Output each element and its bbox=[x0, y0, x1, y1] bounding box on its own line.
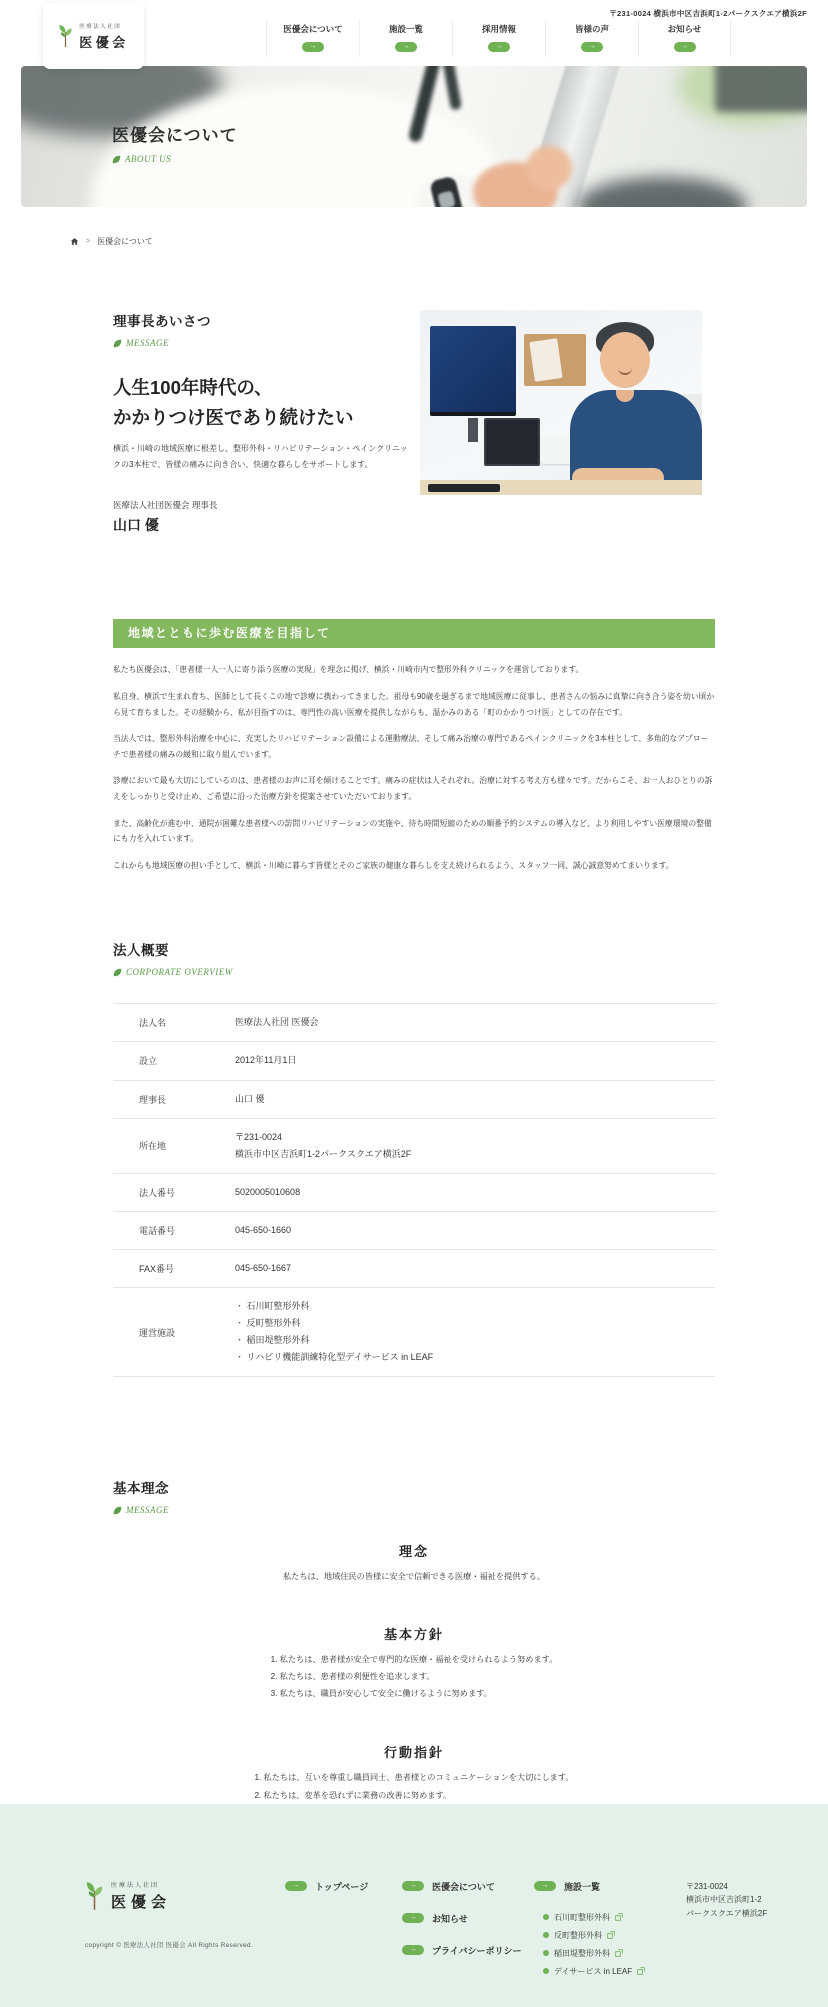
philosophy-block-title: 理念 bbox=[398, 1544, 429, 1560]
external-link-icon bbox=[637, 1967, 645, 1975]
external-link-icon bbox=[615, 1913, 623, 1921]
message-text-column bbox=[113, 310, 419, 535]
row-value bbox=[235, 1118, 715, 1173]
about-paragraph: 私自身、横浜で生まれ育ち、医師として長くこの地で診療に携わってきました。祖母も90歳を過ぎるまで地域医療に従事し、患者さんの悩みに真摯に向き合う姿を幼い頃から見て育ちました。その経験から、私が目指すのは、専門性の高い医療を提供しながらも、温かみのある「町のかかりつけ医」としての存在です。 bbox=[113, 691, 715, 717]
footer-logo[interactable] bbox=[85, 1880, 285, 1912]
nav-label: 採用情報 bbox=[481, 24, 516, 34]
arrow-icon: → bbox=[395, 42, 417, 52]
footer-links-column-2 bbox=[402, 1880, 534, 2007]
nav-label: お知らせ bbox=[667, 24, 702, 34]
section-tag: MESSAGE bbox=[126, 338, 169, 348]
footer-link-facilities[interactable] bbox=[534, 1880, 686, 1893]
philosophy-item: 1. 私たちは、患者様が安全で専門的な医療・福祉を受けられるよう努めます。 bbox=[270, 1654, 558, 1664]
nav-item-facilities[interactable] bbox=[359, 21, 452, 57]
table-row bbox=[113, 1173, 715, 1211]
footer-link-about[interactable] bbox=[402, 1880, 534, 1893]
footer-address bbox=[686, 1880, 767, 2007]
table-row bbox=[113, 1080, 715, 1118]
nav-item-news[interactable] bbox=[638, 21, 731, 57]
facility-label: 石川町整形外科 bbox=[554, 1912, 610, 1922]
footer-link-label: 医優会について bbox=[432, 1881, 495, 1892]
logo-org-type: 医療法人社団 bbox=[79, 23, 122, 30]
table-row bbox=[113, 1211, 715, 1249]
footer-address-line: 〒231-0024 bbox=[686, 1881, 728, 1891]
chairman-name: 山口 優 bbox=[113, 517, 159, 534]
row-value: 5020005010608 bbox=[235, 1186, 301, 1197]
row-label: 運営施設 bbox=[139, 1327, 176, 1338]
facility-item: ・ 反町整形外科 bbox=[235, 1315, 715, 1332]
footer-address-line: 横浜市中区吉浜町1-2 bbox=[686, 1895, 762, 1905]
row-value: 医療法人社団 医優会 bbox=[235, 1017, 319, 1028]
arrow-icon: → bbox=[402, 1913, 424, 1923]
about-paragraph: これからも地域医療の担い手として、横浜・川崎に暮らす皆様とそのご家族の健康な暮らしを支え続けられるよう、スタッフ一同、誠心誠意努めてまいります。 bbox=[113, 860, 674, 870]
facility-list bbox=[235, 1298, 715, 1366]
row-label: FAX番号 bbox=[139, 1264, 175, 1275]
philosophy-block-title: 行動指針 bbox=[383, 1745, 444, 1761]
logo-org-type: 医療法人社団 bbox=[111, 1882, 160, 1889]
row-value: 2012年11月1日 bbox=[235, 1055, 297, 1066]
site-header bbox=[0, 0, 828, 62]
philosophy-item: 2. 私たちは、変革を恐れずに業務の改善に努めます。 bbox=[254, 1790, 452, 1800]
footer-facilities-column bbox=[534, 1880, 686, 2007]
philosophy-block-rinen bbox=[113, 1541, 715, 1585]
table-row bbox=[113, 1042, 715, 1080]
address-line: 〒231-0024 bbox=[235, 1131, 283, 1142]
philosophy-block-policy bbox=[113, 1624, 715, 1703]
row-label: 電話番号 bbox=[139, 1225, 176, 1236]
about-paragraph: また、高齢化が進む中、通院が困難な患者様への訪問リハビリテーションの実施や、待ち時間短縮のための順番予約システムの導入など、より利用しやすい医療環境の整備にも力を入れています。 bbox=[113, 818, 712, 844]
about-paragraph: 診療において最も大切にしているのは、患者様のお声に耳を傾けることです。痛みの症状は人それぞれ。治療に対する考え方も様々です。だからこそ、お一人おひとりの訴えをしっかりと受け止め、ご希望に沿った治療方針を提案させていただいております。 bbox=[113, 776, 713, 801]
facility-label: 反町整形外科 bbox=[554, 1930, 602, 1940]
philosophy-items bbox=[271, 1651, 558, 1703]
table-row bbox=[113, 1249, 715, 1287]
arrow-icon: → bbox=[534, 1881, 556, 1891]
footer-link-label: プライバシーポリシー bbox=[432, 1945, 522, 1956]
site-logo[interactable] bbox=[43, 3, 144, 69]
leaf-icon bbox=[113, 968, 122, 977]
address-line: 横浜市中区吉浜町1-2パークスクエア横浜2F bbox=[235, 1148, 412, 1159]
row-value: 045-650-1660 bbox=[235, 1224, 292, 1235]
arrow-icon: → bbox=[488, 42, 510, 52]
main-nav bbox=[266, 21, 731, 57]
hero-banner bbox=[21, 66, 807, 207]
about-paragraph: 私たち医優会は、「患者様一人一人に寄り添う医療の実現」を理念に掲げ、横浜・川崎市内で整形外科クリニックを運営しております。 bbox=[113, 665, 584, 675]
table-row bbox=[113, 1118, 715, 1173]
sprout-leaf-icon bbox=[58, 24, 73, 48]
philosophy-item: 3. 私たちは、職員が安心して安全に働けるように努めます。 bbox=[270, 1689, 492, 1699]
arrow-icon: → bbox=[285, 1881, 307, 1891]
sprout-leaf-icon bbox=[85, 1881, 104, 1911]
philosophy-block-guidelines bbox=[113, 1742, 715, 1803]
bullet-dot-icon bbox=[543, 1932, 549, 1938]
message-title bbox=[113, 373, 419, 432]
message-title-line2: かかりつけ医であり続けたい bbox=[113, 406, 354, 428]
philosophy-item: 1. 私たちは、互いを尊重し職員同士、患者様とのコミュニケーションを大切にします。 bbox=[254, 1773, 574, 1783]
leaf-icon bbox=[113, 339, 122, 348]
row-label: 所在地 bbox=[139, 1141, 167, 1152]
footer-facility-ishikawacho[interactable] bbox=[543, 1912, 686, 1923]
footer-link-top[interactable] bbox=[285, 1880, 402, 1893]
arrow-icon: → bbox=[302, 42, 324, 52]
chairman-role: 医療法人社団医優会 理事長 bbox=[113, 500, 218, 511]
nav-label: 施設一覧 bbox=[388, 24, 423, 34]
external-link-icon bbox=[615, 1949, 623, 1957]
nav-item-voices[interactable] bbox=[545, 21, 638, 57]
row-value: 山口 優 bbox=[235, 1093, 265, 1104]
section-heading: 基本理念 bbox=[113, 1481, 169, 1497]
row-label: 理事長 bbox=[139, 1094, 167, 1105]
leaf-icon bbox=[113, 1506, 122, 1515]
philosophy-item: 私たちは、地域住民の皆様に安全で信頼できる医療・福祉を提供する。 bbox=[282, 1572, 545, 1582]
overview-table bbox=[113, 1003, 715, 1377]
arrow-icon: → bbox=[402, 1945, 424, 1955]
nav-label: 皆様の声 bbox=[574, 24, 609, 34]
about-paragraphs bbox=[113, 662, 715, 873]
facility-item: ・ 石川町整形外科 bbox=[235, 1298, 715, 1315]
nav-item-recruit[interactable] bbox=[452, 21, 545, 57]
about-paragraph: 当法人では、整形外科治療を中心に、充実したリハビリテーション設備による運動療法、そして痛み治療の専門であるペインクリニックを3本柱として、多角的なアプローチで患者様の痛みの緩和に取り組んでいます。 bbox=[113, 734, 709, 759]
philosophy-block-title: 基本方針 bbox=[383, 1626, 444, 1642]
page-title: 医優会について bbox=[112, 126, 238, 145]
site-footer bbox=[0, 1804, 828, 2007]
section-heading: 理事長あいさつ bbox=[113, 314, 211, 329]
breadcrumb-current: 医優会について bbox=[97, 237, 153, 246]
home-icon[interactable] bbox=[70, 237, 79, 246]
table-row bbox=[113, 1288, 715, 1377]
section-tag: MESSAGE bbox=[126, 1505, 169, 1516]
row-label: 法人番号 bbox=[139, 1187, 176, 1198]
logo-name: 医優会 bbox=[79, 34, 129, 50]
row-value bbox=[235, 1288, 715, 1377]
facility-item: ・ リハビリ機能訓練特化型デイサービス in LEAF bbox=[235, 1349, 715, 1366]
row-label: 法人名 bbox=[139, 1018, 167, 1029]
philosophy-items bbox=[283, 1568, 545, 1585]
facility-item: ・ 稲田堤整形外科 bbox=[235, 1332, 715, 1349]
footer-link-news[interactable] bbox=[402, 1912, 534, 1925]
leaf-icon bbox=[112, 155, 121, 164]
about-section bbox=[113, 535, 715, 884]
footer-link-label: 施設一覧 bbox=[564, 1881, 601, 1892]
footer-address-line: パークスクエア横浜2F bbox=[686, 1908, 768, 1918]
philosophy-section bbox=[113, 1477, 715, 1803]
hero-tag: ABOUT US bbox=[125, 154, 172, 164]
footer-link-label: お知らせ bbox=[432, 1913, 468, 1924]
arrow-icon: → bbox=[674, 42, 696, 52]
message-title-line1: 人生100年時代の、 bbox=[113, 377, 273, 398]
about-banner-heading: 地域とともに歩む医療を目指して bbox=[113, 619, 715, 648]
corporate-overview-section bbox=[113, 939, 715, 1377]
philosophy-item: 2. 私たちは、患者様の利便性を追求します。 bbox=[270, 1671, 435, 1681]
row-label: 設立 bbox=[139, 1056, 158, 1067]
arrow-icon: → bbox=[402, 1881, 424, 1891]
footer-logo-column bbox=[85, 1880, 285, 2007]
bullet-dot-icon bbox=[543, 1968, 549, 1974]
breadcrumb-separator: > bbox=[86, 238, 91, 245]
row-value: 045-650-1667 bbox=[235, 1262, 292, 1273]
logo-name: 医優会 bbox=[111, 1893, 172, 1911]
nav-label: 医優会について bbox=[283, 24, 343, 34]
table-row bbox=[113, 1004, 715, 1042]
footer-facility-tammachi[interactable] bbox=[543, 1930, 686, 1941]
arrow-icon: → bbox=[581, 42, 603, 52]
footer-logo-text bbox=[111, 1880, 171, 1912]
bullet-dot-icon bbox=[543, 1950, 549, 1956]
footer-facility-dayservice-leaf[interactable] bbox=[543, 1966, 686, 1977]
external-link-icon bbox=[607, 1931, 615, 1939]
section-tag: CORPORATE OVERVIEW bbox=[126, 967, 233, 978]
section-heading: 法人概要 bbox=[113, 943, 169, 959]
footer-links-column-1 bbox=[285, 1880, 402, 2007]
copyright: copyright © 医療法人社団 医優会 All Rights Reserved. bbox=[85, 1941, 254, 1949]
header-address: 〒231-0024 横浜市中区吉浜町1-2パークスクエア横浜2F bbox=[609, 9, 807, 18]
footer-link-label: トップページ bbox=[315, 1881, 369, 1892]
philosophy-items bbox=[254, 1769, 573, 1803]
facility-label: デイサービス in LEAF bbox=[554, 1966, 633, 1976]
footer-facility-inadazutsumi[interactable] bbox=[543, 1948, 686, 1959]
logo-text bbox=[79, 22, 129, 51]
facility-label: 稲田堤整形外科 bbox=[554, 1948, 610, 1958]
hero-caption bbox=[112, 121, 238, 164]
bullet-dot-icon bbox=[543, 1914, 549, 1920]
chairman-message-section bbox=[113, 310, 715, 535]
breadcrumb bbox=[70, 236, 828, 247]
chairman-photo bbox=[420, 310, 702, 495]
nav-item-about[interactable] bbox=[266, 21, 359, 57]
footer-link-privacy[interactable] bbox=[402, 1944, 534, 1957]
message-lead: 横浜・川崎の地域医療に根差し、整形外科・リハビリテーション・ペインクリニックの3本柱で、皆様の痛みに向き合い、快適な暮らしをサポートします。 bbox=[113, 444, 408, 469]
